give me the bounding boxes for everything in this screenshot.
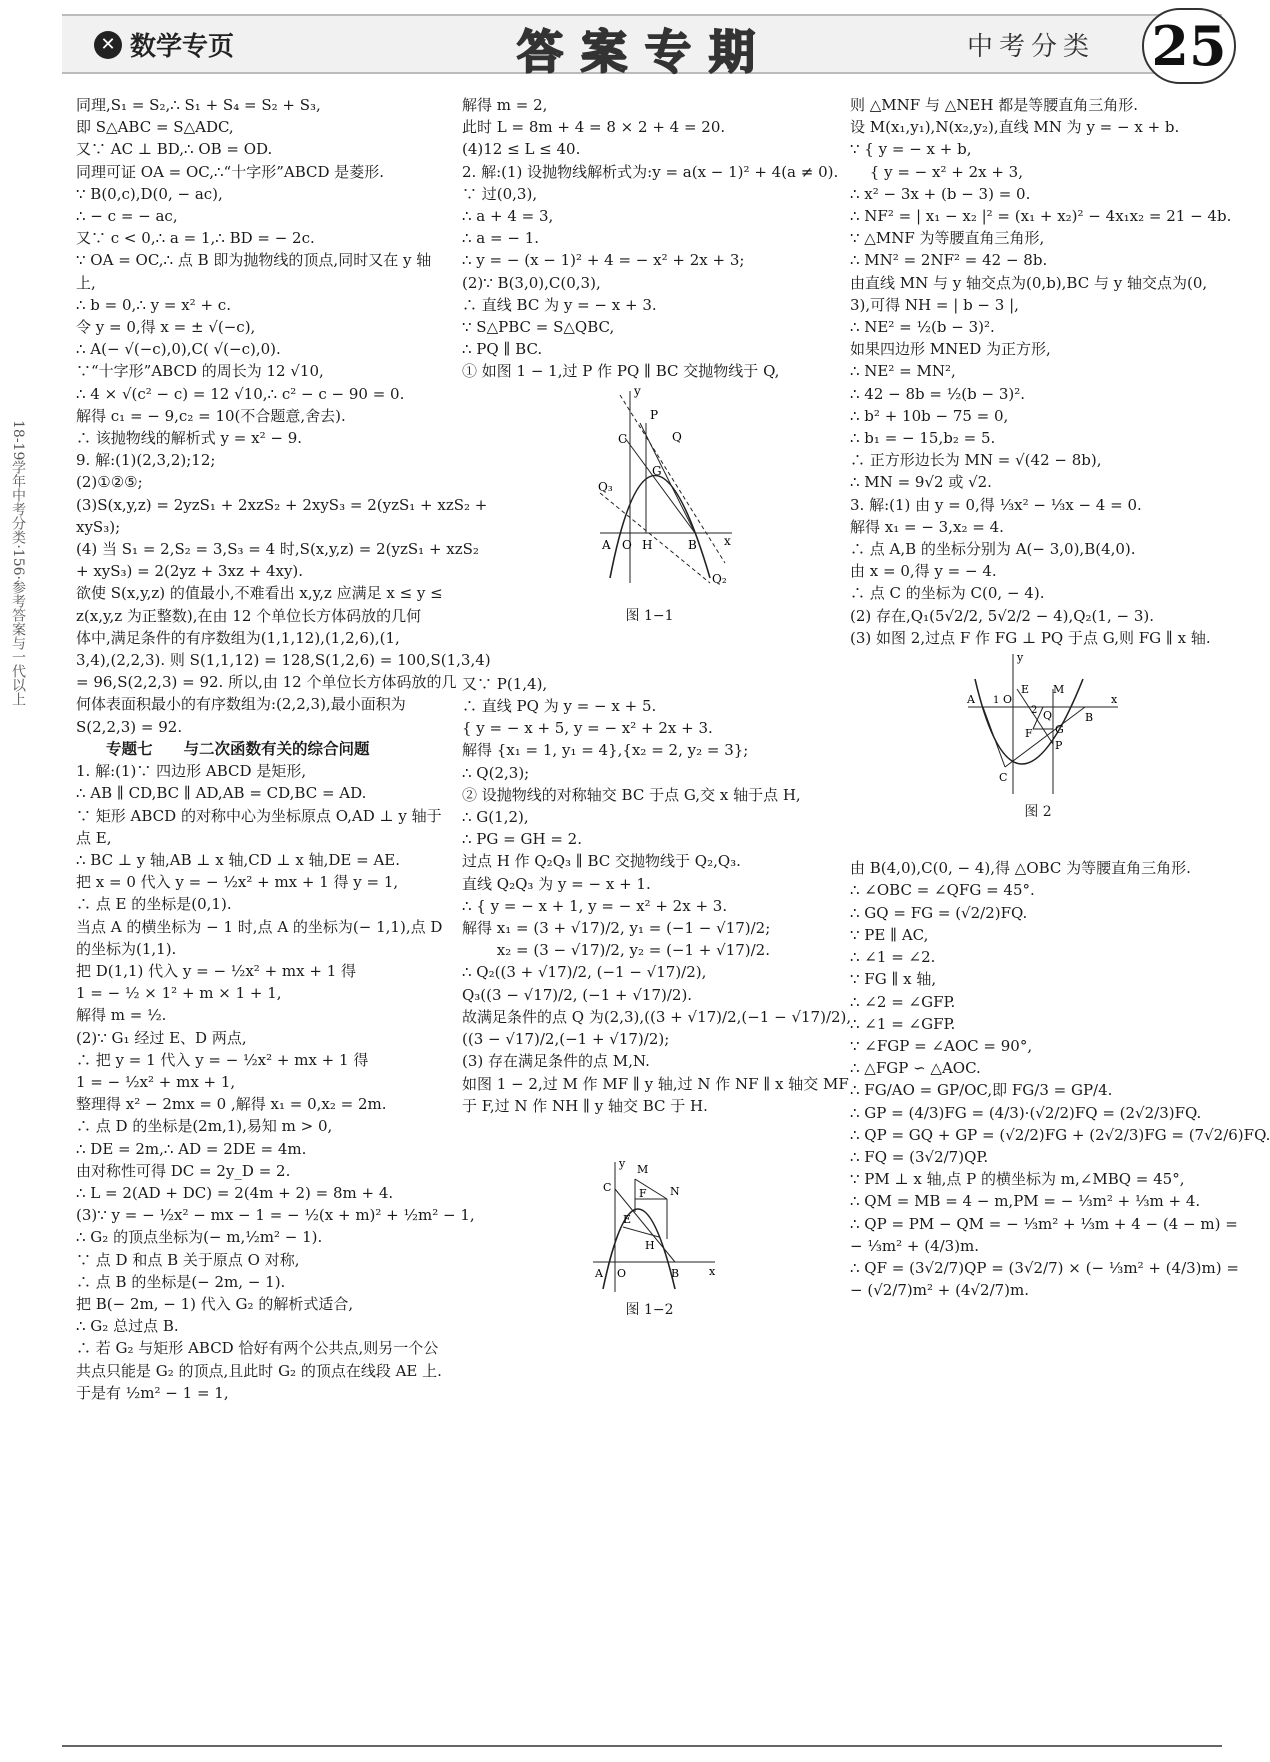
- text-line: ∴ FG/AO = GP/OC,即 FG/3 = GP/4.: [850, 1081, 1113, 1100]
- fig12-label: E: [622, 1212, 631, 1226]
- text-line: ∴ b = 0,∴ y = x² + c.: [76, 295, 231, 314]
- text-line: 即 S△ABC = S△ADC,: [76, 118, 234, 137]
- text-line: ∴ QP = GQ + GP = (√2/2)FG + (2√2/3)FG = (7√2/6)FQ.: [850, 1125, 1270, 1144]
- text-line: 由对称性可得 DC = 2y_D = 2.: [76, 1161, 291, 1180]
- text-line: ∵ 点 D 和点 B 关于原点 O 对称,: [76, 1250, 300, 1269]
- text-line: 把 B(− 2m, − 1) 代入 G₂ 的解析式适合,: [76, 1294, 354, 1313]
- text-line: ∴ A(− √(−c),0),C( √(−c),0).: [76, 340, 281, 359]
- text-line: ∴ G(1,2),: [462, 808, 529, 827]
- fig2-label: P: [1055, 739, 1063, 753]
- text-line: ∵ B(0,c),D(0, − ac),: [76, 184, 223, 203]
- text-line: (3) 如图 2,过点 F 作 FG ⊥ PQ 于点 G,则 FG ∥ x 轴.: [850, 628, 1211, 647]
- text-line: ((3 − √17)/2,(−1 + √17)/2);: [462, 1030, 670, 1049]
- column-2-text-a: [462, 94, 837, 383]
- fig12-label: O: [616, 1266, 626, 1280]
- text-line: { y = − x + 5, y = − x² + 2x + 3.: [462, 719, 713, 738]
- fig11-label: Q: [671, 429, 682, 444]
- text-line: ∵ PM ⊥ x 轴,点 P 的横坐标为 m,∠MBQ = 45°,: [850, 1170, 1185, 1189]
- fig11-label: x: [723, 533, 731, 548]
- text-line: ∴ b² + 10b − 75 = 0,: [850, 406, 1009, 425]
- text-line: ∴ a = − 1.: [462, 229, 540, 248]
- text-line: 由 B(4,0),C(0, − 4),得 △OBC 为等腰直角三角形.: [850, 859, 1191, 878]
- text-line: 直线 Q₂Q₃ 为 y = − x + 1.: [462, 874, 651, 893]
- text-line: ∴ Q(2,3);: [462, 763, 530, 782]
- fig12-label: N: [669, 1184, 680, 1198]
- text-line: x₂ = (3 − √17)/2, y₂ = (−1 + √17)/2.: [462, 941, 770, 960]
- text-line: 欲使 S(x,y,z) 的值最小,不难看出 x,y,z 应满足 x ≤ y ≤: [76, 584, 443, 603]
- text-line: ∴ BC ⊥ y 轴,AB ⊥ x 轴,CD ⊥ x 轴,DE = AE.: [76, 850, 401, 869]
- text-line: ∴ 4 × √(c² − c) = 12 √10,∴ c² − c − 90 = 0.: [76, 384, 405, 403]
- fig2-label: F: [1025, 727, 1033, 741]
- fig12-label: y: [618, 1156, 625, 1170]
- figure-1-2-caption: 图 1−2: [625, 1301, 674, 1318]
- text-line: ∴ y = − (x − 1)² + 4 = − x² + 2x + 3;: [462, 251, 745, 270]
- text-line: 此时 L = 8m + 4 = 8 × 2 + 4 = 20.: [462, 118, 726, 137]
- fig12-label: M: [636, 1162, 648, 1176]
- text-line: xyS₃);: [76, 517, 121, 536]
- fig2-label: Q: [1043, 709, 1053, 723]
- fig2-label: C: [999, 771, 1008, 785]
- fig11-label: O: [621, 537, 632, 552]
- fig2-label: E: [1021, 683, 1030, 697]
- text-line: ∴ b₁ = − 15,b₂ = 5.: [850, 429, 996, 448]
- text-line: 如图 1 − 2,过 M 作 MF ∥ y 轴,过 N 作 NF ∥ x 轴交 MF: [462, 1074, 849, 1093]
- fig12-label: x: [708, 1264, 715, 1278]
- text-line: ∴ QP = PM − QM = − ⅓m² + ⅓m + 4 − (4 − m) =: [850, 1214, 1238, 1233]
- text-line: 解得 x₁ = (3 + √17)/2, y₁ = (−1 − √17)/2;: [462, 919, 771, 938]
- text-line: 则 △MNF 与 △NEH 都是等腰直角三角形.: [850, 96, 1138, 114]
- text-line: 又∵ AC ⊥ BD,∴ OB = OD.: [76, 140, 273, 159]
- fig11-label: Q₂: [711, 571, 727, 586]
- fig2-label: x: [1111, 693, 1118, 707]
- text-line: 上,: [76, 273, 96, 292]
- fig2-label: B: [1085, 711, 1094, 725]
- text-line: ∴ 正方形边长为 MN = √(42 − 8b),: [850, 451, 1102, 470]
- fig2-label: 2: [1031, 705, 1038, 717]
- fig11-label: C: [617, 431, 627, 446]
- text-line: 又∵ c < 0,∴ a = 1,∴ BD = − 2c.: [76, 229, 315, 248]
- fig2-label: G: [1055, 723, 1064, 737]
- side-margin-text: 18-19学年中考分类·156·参考答案与一代以上: [10, 420, 26, 706]
- text-line: 同理,S₁ = S₂,∴ S₁ + S₄ = S₂ + S₃,: [76, 96, 321, 114]
- text-line: ∴ ∠2 = ∠GFP.: [850, 992, 956, 1011]
- text-line: ∴ GQ = FG = (√2/2)FQ.: [850, 903, 1028, 922]
- fig2-label: M: [1053, 683, 1065, 697]
- page-number: 25: [1142, 8, 1236, 84]
- fig2-label: 1: [993, 695, 1000, 707]
- text-line: ∴ MN = 9√2 或 √2.: [850, 473, 992, 492]
- text-line: ∵ 过(0,3),: [462, 184, 538, 203]
- text-line: 于 F,过 N 作 NH ∥ y 轴交 BC 于 H.: [462, 1096, 708, 1115]
- text-line: ∴ 点 E 的坐标是(0,1).: [76, 895, 232, 914]
- text-line: ∴ 若 G₂ 与矩形 ABCD 恰好有两个公共点,则另一个公: [76, 1339, 439, 1358]
- fig11-label: B: [687, 537, 697, 552]
- text-line: ∴ △FGP ∽ △AOC.: [850, 1059, 981, 1078]
- text-line: ∴ MN² = 2NF² = 42 − 8b.: [850, 251, 1048, 270]
- text-line: ∴ NE² = MN²,: [850, 362, 956, 381]
- text-line: 3. 解:(1) 由 y = 0,得 ⅓x² − ⅓x − 4 = 0.: [850, 495, 1142, 514]
- text-line: 1 = − ½x² + mx + 1,: [76, 1072, 236, 1091]
- text-line: ∴ PQ ∥ BC.: [462, 340, 543, 359]
- text-line: ∵ △MNF 为等腰直角三角形,: [850, 229, 1045, 248]
- text-line: ∵ 矩形 ABCD 的对称中心为坐标原点 O,AD ⊥ y 轴于: [76, 806, 442, 825]
- text-line: 由 x = 0,得 y = − 4.: [850, 562, 997, 581]
- fig11-label: Q₃: [597, 479, 613, 494]
- column-2: [462, 94, 852, 1327]
- page-header: [62, 8, 1227, 86]
- text-line: ∴ DE = 2m,∴ AD = 2DE = 4m.: [76, 1139, 307, 1158]
- page-title: 答案专期: [517, 25, 773, 79]
- text-line: ∵ { y = − x + b,: [850, 140, 972, 159]
- text-line: ∴ 直线 BC 为 y = − x + 3.: [462, 295, 657, 314]
- text-line: S(2,2,3) = 92.: [76, 717, 183, 736]
- column-2-text-b: [462, 673, 852, 1117]
- text-line: ∴ G₂ 总过点 B.: [76, 1317, 179, 1336]
- text-line: 过点 H 作 Q₂Q₃ ∥ BC 交抛物线于 Q₂,Q₃.: [462, 852, 741, 871]
- bottom-rule: [62, 1745, 1222, 1747]
- text-line: Q₃((3 − √17)/2, (−1 + √17)/2).: [462, 985, 693, 1004]
- fig12-label: C: [602, 1180, 611, 1194]
- text-line: { y = − x² + 2x + 3,: [850, 162, 1023, 181]
- text-line: ∴ a + 4 = 3,: [462, 207, 554, 226]
- text-line: 又∵ P(1,4),: [462, 674, 548, 693]
- text-line: 共点只能是 G₂ 的顶点,且此时 G₂ 的顶点在线段 AE 上.: [76, 1361, 442, 1380]
- text-line: ∵ OA = OC,∴ 点 B 即为抛物线的顶点,同时又在 y 轴: [76, 251, 432, 270]
- text-line: ∴ ∠1 = ∠GFP.: [850, 1014, 956, 1033]
- text-line: 把 x = 0 代入 y = − ½x² + mx + 1 得 y = 1,: [76, 873, 399, 892]
- brand-name: 数学专页: [130, 32, 235, 62]
- fig2-label: O: [1003, 693, 1013, 707]
- text-line: = 96,S(2,2,3) = 92. 所以,由 12 个单位长方体码放的几: [76, 673, 457, 692]
- text-line: ∴ x² − 3x + (b − 3) = 0.: [850, 184, 1031, 203]
- text-line: ∴ NF² = | x₁ − x₂ |² = (x₁ + x₂)² − 4x₁x₂ = 21 − 4b.: [850, 207, 1232, 226]
- fig2-label: A: [967, 693, 975, 707]
- text-line: 如果四边形 MNED 为正方形,: [850, 340, 1051, 359]
- figure-1-2: [575, 1157, 725, 1297]
- text-line: z(x,y,z 为正整数),在由 12 个单位长方体码放的几何: [76, 606, 422, 625]
- column-3-text-b: [850, 857, 1270, 1301]
- text-line: 2. 解:(1) 设抛物线解析式为:y = a(x − 1)² + 4(a ≠ 0).: [462, 162, 839, 181]
- text-line: ∴ QM = MB = 4 − m,PM = − ⅓m² + ⅓m + 4.: [850, 1192, 1201, 1211]
- text-line: (2)∵ G₁ 经过 E、D 两点,: [76, 1028, 247, 1047]
- text-line: (3) 存在满足条件的点 M,N.: [462, 1052, 650, 1071]
- fig12-label: H: [644, 1238, 655, 1252]
- fig2-label: y: [1017, 651, 1024, 665]
- text-line: 同理可证 OA = OC,∴“十字形”ABCD 是菱形.: [76, 162, 385, 181]
- fig12-label: B: [670, 1266, 679, 1280]
- text-line: (2)①②⑤;: [76, 473, 143, 492]
- text-line: ∵“十字形”ABCD 的周长为 12 √10,: [76, 362, 324, 381]
- text-line: ∴ 点 B 的坐标是(− 2m, − 1).: [76, 1272, 286, 1291]
- text-line: ∴ 把 y = 1 代入 y = − ½x² + mx + 1 得: [76, 1050, 369, 1069]
- text-line: ∴ L = 2(AD + DC) = 2(4m + 2) = 8m + 4.: [76, 1183, 394, 1202]
- text-line: ∴ G₂ 的顶点坐标为(− m,½m² − 1).: [76, 1228, 323, 1247]
- text-line: ∴ GP = (4/3)FG = (4/3)·(√2/2)FQ = (2√2/3)FQ.: [850, 1103, 1202, 1122]
- text-line: 1 = − ½ × 1² + m × 1 + 1,: [76, 984, 282, 1003]
- text-line: ∴ 点 A,B 的坐标分别为 A(− 3,0),B(4,0).: [850, 540, 1136, 559]
- text-line: − ⅓m² + (4/3)m.: [850, 1236, 980, 1255]
- text-line: ∴ ∠1 = ∠2.: [850, 948, 936, 967]
- text-line: 解得 c₁ = − 9,c₂ = 10(不合题意,舍去).: [76, 406, 346, 425]
- text-line: ∴ AB ∥ CD,BC ∥ AD,AB = CD,BC = AD.: [76, 784, 367, 803]
- text-line: ∴ ∠OBC = ∠QFG = 45°.: [850, 881, 1035, 900]
- figure-1-1-caption: 图 1−1: [625, 607, 674, 624]
- text-line: ∴ FQ = (3√2/7)QP.: [850, 1147, 989, 1166]
- text-line: 整理得 x² − 2mx = 0 ,解得 x₁ = 0,x₂ = 2m.: [76, 1095, 387, 1114]
- text-line: ∴ 点 C 的坐标为 C(0, − 4).: [850, 584, 1045, 603]
- text-line: ∴ 点 D 的坐标是(2m,1),易知 m > 0,: [76, 1117, 333, 1136]
- text-line: ∵ FG ∥ x 轴,: [850, 970, 937, 989]
- text-line: (2) 存在,Q₁(5√2/2, 5√2/2 − 4),Q₂(1, − 3).: [850, 606, 1154, 625]
- text-line: 解得 m = 2,: [462, 96, 548, 114]
- text-line: 3),可得 NH = | b − 3 |,: [850, 295, 1019, 314]
- text-line: ② 设抛物线的对称轴交 BC 于点 G,交 x 轴于点 H,: [462, 785, 801, 804]
- text-line: + xyS₃) = 2(2yz + 3xz + 4xy).: [76, 562, 304, 581]
- brand: [94, 26, 234, 63]
- text-line: − (√2/7)m² + (4√2/7)m.: [850, 1281, 1030, 1300]
- section-heading: 专题七 与二次函数有关的综合问题: [106, 739, 370, 758]
- text-line: 解得 x₁ = − 3,x₂ = 4.: [850, 517, 1004, 536]
- text-line: ∴ − c = − ac,: [76, 207, 178, 226]
- fig11-label: P: [649, 407, 658, 422]
- text-line: ∴ Q₂((3 + √17)/2, (−1 − √17)/2),: [462, 963, 707, 982]
- text-line: 解得 {x₁ = 1, y₁ = 4},{x₂ = 2, y₂ = 3};: [462, 741, 749, 760]
- text-line: 于是有 ½m² − 1 = 1,: [76, 1383, 229, 1402]
- text-line: ∴ 该抛物线的解析式 y = x² − 9.: [76, 429, 303, 448]
- text-line: 3,4),(2,2,3). 则 S(1,1,12) = 128,S(1,2,6) = 100,S(1,3,4): [76, 651, 491, 670]
- figure-2-caption: 图 2: [1024, 804, 1052, 821]
- text-line: 设 M(x₁,y₁),N(x₂,y₂),直线 MN 为 y = − x + b.: [850, 118, 1180, 137]
- text-line: 点 E,: [76, 828, 112, 847]
- text-line: ∴ 直线 PQ 为 y = − x + 5.: [462, 697, 657, 716]
- text-line: ∵ S△PBC = S△QBC,: [462, 318, 615, 337]
- text-line: 令 y = 0,得 x = ± √(−c),: [76, 318, 256, 337]
- text-line: ∴ QF = (3√2/7)QP = (3√2/7) × (− ⅓m² + (4/3)m) =: [850, 1258, 1239, 1277]
- column-3: [850, 94, 1270, 1301]
- text-line: 1. 解:(1)∵ 四边形 ABCD 是矩形,: [76, 762, 307, 781]
- fig12-label: F: [638, 1186, 647, 1200]
- fig11-label: y: [633, 383, 641, 398]
- figure-2: [953, 649, 1123, 799]
- text-line: ① 如图 1 − 1,过 P 作 PQ ∥ BC 交抛物线于 Q,: [462, 362, 780, 381]
- text-line: 何体表面积最小的有序数组为:(2,2,3),最小面积为: [76, 695, 406, 714]
- text-line: 解得 m = ½.: [76, 1006, 167, 1025]
- brand-logo-icon: ✕: [94, 31, 122, 59]
- text-line: (3)S(x,y,z) = 2yzS₁ + 2xzS₂ + 2xyS₃ = 2(yzS₁ + xzS₂ +: [76, 495, 488, 514]
- fig12-label: A: [594, 1266, 603, 1280]
- text-line: (4)12 ≤ L ≤ 40.: [462, 140, 581, 159]
- column-3-text-a: [850, 94, 1232, 649]
- text-line: 当点 A 的横坐标为 − 1 时,点 A 的坐标为(− 1,1),点 D: [76, 917, 443, 936]
- text-line: ∴ { y = − x + 1, y = − x² + 2x + 3.: [462, 896, 728, 915]
- text-line: 故满足条件的点 Q 为(2,3),((3 + √17)/2,(−1 − √17)/2),: [462, 1007, 852, 1026]
- text-line: ∴ PG = GH = 2.: [462, 830, 582, 849]
- fig11-label: G: [651, 463, 662, 478]
- column-1: [76, 94, 491, 1404]
- text-line: ∵ PE ∥ AC,: [850, 925, 929, 944]
- text-line: (3)∵ y = − ½x² − mx − 1 = − ½(x + m)² + ½m² − 1,: [76, 1206, 475, 1225]
- text-line: (2)∵ B(3,0),C(0,3),: [462, 273, 601, 292]
- category-label: 中考分类: [967, 32, 1096, 62]
- text-line: ∴ NE² = ½(b − 3)².: [850, 318, 995, 337]
- figure-1-1: [560, 383, 740, 603]
- text-line: 9. 解:(1)(2,3,2);12;: [76, 451, 216, 470]
- text-line: 把 D(1,1) 代入 y = − ½x² + mx + 1 得: [76, 961, 357, 980]
- text-line: 由直线 MN 与 y 轴交点为(0,b),BC 与 y 轴交点为(0,: [850, 273, 1208, 292]
- text-line: ∵ ∠FGP = ∠AOC = 90°,: [850, 1036, 1033, 1055]
- text-line: ∴ 42 − 8b = ½(b − 3)².: [850, 384, 1026, 403]
- text-line: (4) 当 S₁ = 2,S₂ = 3,S₃ = 4 时,S(x,y,z) = 2(yzS₁ + xzS₂: [76, 540, 479, 559]
- fig11-label: H: [641, 537, 652, 552]
- text-line: 体中,满足条件的有序数组为(1,1,12),(1,2,6),(1,: [76, 628, 400, 647]
- text-line: 的坐标为(1,1).: [76, 939, 177, 958]
- fig11-label: A: [601, 537, 611, 552]
